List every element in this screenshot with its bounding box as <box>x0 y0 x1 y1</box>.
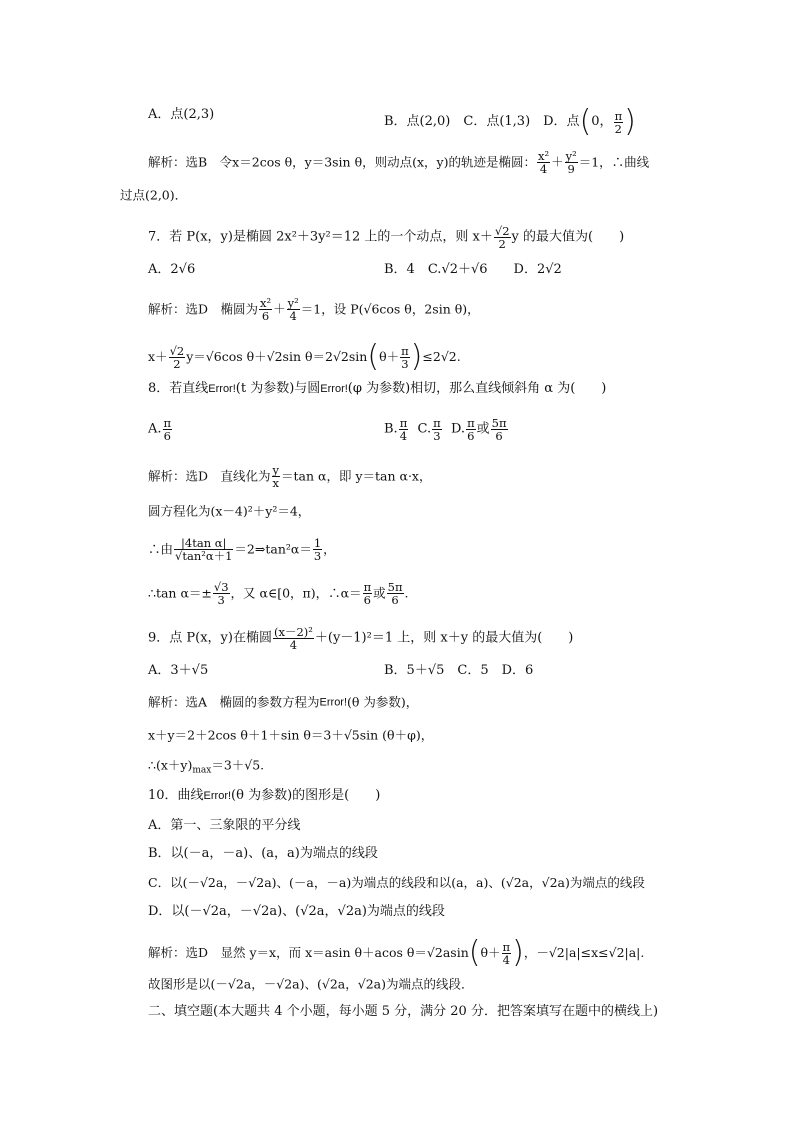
fraction-pi-4: $\frac{\pi}{4}$ <box>399 416 408 443</box>
section-2-text: 二、填空题(本大题共 4 个小题，每小题 5 分，满分 20 分．把答案填写在题中的横线上) <box>148 1004 659 1019</box>
fraction-pi-6: $\frac{\pi}{6}$ <box>163 416 172 443</box>
fraction-pi-4: $\frac{\pi}{4}$ <box>502 939 511 967</box>
q6-option-bcd-text: B．点(2,0) C．点(1,3) D．点 <box>384 114 580 129</box>
q8-solution-line-2: 圆方程化为(x－4)²＋y²＝4， <box>148 503 311 519</box>
q8-options-bcd: B. $\frac{\pi}{4}$ C. $\frac{\pi}{3}$ D. $\frac{\pi}{6}$ 或 $\frac{5\pi}{6}$ <box>384 416 507 443</box>
q7-option-bcd: B．4 C.√2＋√6 D．2√2 <box>384 262 562 277</box>
left-paren: ( <box>579 104 592 139</box>
q9-solution-line-1: 解析：选A 椭圆的参数方程为Error!(θ 为参数)， <box>148 694 419 710</box>
q9-option-a: A．3＋√5 <box>148 663 209 678</box>
fraction-pi-over-2: $\frac{\pi}{2}$ <box>614 108 623 136</box>
q6-options-bcd <box>384 104 636 139</box>
q10-option-d: D．以(－√2a，－√2a)、(√2a，√2a)为端点的线段 <box>148 904 445 919</box>
left-paren: ( <box>468 935 481 970</box>
q9-solution-line-2: x＋y＝2＋2cos θ＋1＋sin θ＝3＋√5sin (θ＋φ)， <box>148 727 434 743</box>
q10-option-c: C．以(－√2a，－√2a)、(－a，－a)为端点的线段和以(a，a)、(√2a，√2a)为端点的线段 <box>148 875 645 890</box>
fraction-x2-6: $\frac{\text{x²}}{6}$ <box>260 296 272 323</box>
q7-option-a: A．2√6 <box>148 262 196 277</box>
fraction-y2-9: $\frac{\text{y²}}{9}$ <box>565 149 577 176</box>
q8-solution-line-3: ∴由 $\frac{\text{|4tan α|}}{\text{√tan²α＋1}}$ ＝2⇒tan²α＝ $\frac{1}{3}$ ， <box>148 536 336 563</box>
q8-stem: 8．若直线Error!(t 为参数)与圆Error!(φ 为参数)相切，那么直线倾斜角 α 为( ) <box>148 381 607 396</box>
fraction-5pi-6: $\frac{5\pi}{6}$ <box>491 416 507 443</box>
fraction-1-3: $\frac{1}{3}$ <box>313 536 322 563</box>
q10-solution-line-2: 故图形是以(－√2a，－√2a)、(√2a，√2a)为端点的线段． <box>148 976 474 992</box>
q10-option-b: B．以(－a，－a)、(a，a)为端点的线段 <box>148 846 378 861</box>
q8-solution-line-1: 解析：选D 直线化为 $\frac{y}{x}$ ＝tan α，即 y＝tan α·x， <box>148 463 432 490</box>
fraction-5pi-6: $\frac{5\pi}{6}$ <box>387 580 403 607</box>
left-paren: ( <box>367 339 380 374</box>
q6-option-d-tail: 0， <box>591 114 613 129</box>
fraction-sqrt2-2: $\frac{√2}{2}$ <box>494 224 510 251</box>
right-paren: ) <box>410 339 423 374</box>
fraction-distance: $\frac{\text{|4tan α|}}{\text{√tan²α＋1}}$ <box>175 536 233 563</box>
q10-stem: 10．曲线Error!(θ 为参数)的图形是( ) <box>148 788 381 803</box>
q9-solution-line-3: $\therefore(x+y)_{max}=3+√5$. <box>148 757 265 776</box>
section-2-heading <box>148 1004 658 1021</box>
fraction-pi-3: $\frac{\pi}{3}$ <box>433 416 441 443</box>
fraction-y-x: $\frac{y}{x}$ <box>272 463 280 490</box>
q8-solution-line-4: ∴tan α＝± $\frac{√3}{3}$ ，又 α∈[0，π)，∴α＝ $\frac{\pi}{6}$ 或 $\frac{5\pi}{6}$ . <box>148 580 409 607</box>
error-placeholder: Error! <box>203 790 232 802</box>
q10-option-a: A．第一、三象限的平分线 <box>148 818 301 833</box>
q8-option-a: A. $\frac{\pi}{6}$ <box>148 416 172 443</box>
fraction-pi-6: $\frac{\pi}{6}$ <box>467 416 475 443</box>
q6-sol-tail: ＝1，∴曲线 <box>578 154 650 170</box>
q7-sol-text: 解析：选D 椭圆为 <box>148 301 259 317</box>
fraction-pi-3: $\frac{\pi}{3}$ <box>401 343 409 371</box>
error-placeholder: Error! <box>319 696 348 709</box>
q10-solution-line-1: 解析：选D 显然 y＝x，而 x＝asin θ＋acos θ＝√2asin(θ＋ $\frac{\pi}{4}$ )，－√2|a|≤x≤√2|a|. <box>148 935 645 970</box>
q6-options-line <box>148 107 214 124</box>
error-placeholder: Error! <box>208 383 236 395</box>
fraction-x2-4: $\frac{\text{x²}}{4}$ <box>537 149 550 176</box>
fraction-sqrt3-3: $\frac{√3}{3}$ <box>213 580 229 607</box>
fraction-y2-4: $\frac{\text{y²}}{4}$ <box>287 296 299 323</box>
q7-stem-tail: y 的最大值为( ) <box>511 229 625 245</box>
q7-stem-text: 7．若 P(x，y)是椭圆 2x²＋3y²＝12 上的一个动点，则 x＋ <box>148 229 493 245</box>
fraction-ellipse-x: $\frac{\text{(x－2)²}}{4}$ <box>273 625 313 652</box>
q6-option-a: A．点(2,3) <box>148 107 215 122</box>
q7-stem <box>148 225 624 250</box>
error-placeholder: Error! <box>320 383 348 395</box>
q9-stem: 9．点 P(x，y)在椭圆 $\frac{\text{(x－2)²}}{4}$ ＋(y－1)²＝1 上，则 x＋y 的最大值为( ) <box>148 625 574 652</box>
q7-solution-line-2: x＋ $\frac{√2}{2}$ y＝√6cos θ＋√2sin θ＝2√2sin(θ＋ $\frac{\pi}{3}$ )≤2√2. <box>148 339 461 374</box>
q6-solution-line-2 <box>120 187 187 204</box>
q9-option-bcd: B．5＋√5 C．5 D．6 <box>384 663 534 678</box>
right-paren: ) <box>512 935 524 970</box>
q6-solution-line-1: 解析：选B 令x＝2cos θ，y＝3sin θ，则动点(x，y)的轨迹是椭圆： $\frac{\text{x²}}{4}$ ＋ $\frac{\text{y²}}{9}$ ＝1，∴曲线 <box>148 149 650 176</box>
q6-sol-2: 过点(2,0)． <box>120 187 188 203</box>
q7-solution-line-1: 解析：选D 椭圆为 $\frac{\text{x²}}{6}$ ＋ $\frac{\text{y²}}{4}$ ＝1，设 P(√6cos θ，2sin θ)， <box>148 296 480 323</box>
fraction-pi-6: $\frac{\pi}{6}$ <box>363 580 372 607</box>
q6-sol-text: 解析：选B 令x＝2cos θ，y＝3sin θ，则动点(x，y)的轨迹是椭圆： <box>148 154 536 170</box>
fraction-sqrt2-2: $\frac{√2}{2}$ <box>169 343 185 371</box>
q7-sol-tail: ＝1，设 P(√6cos θ，2sin θ)， <box>300 301 480 317</box>
right-paren: ) <box>624 104 636 139</box>
